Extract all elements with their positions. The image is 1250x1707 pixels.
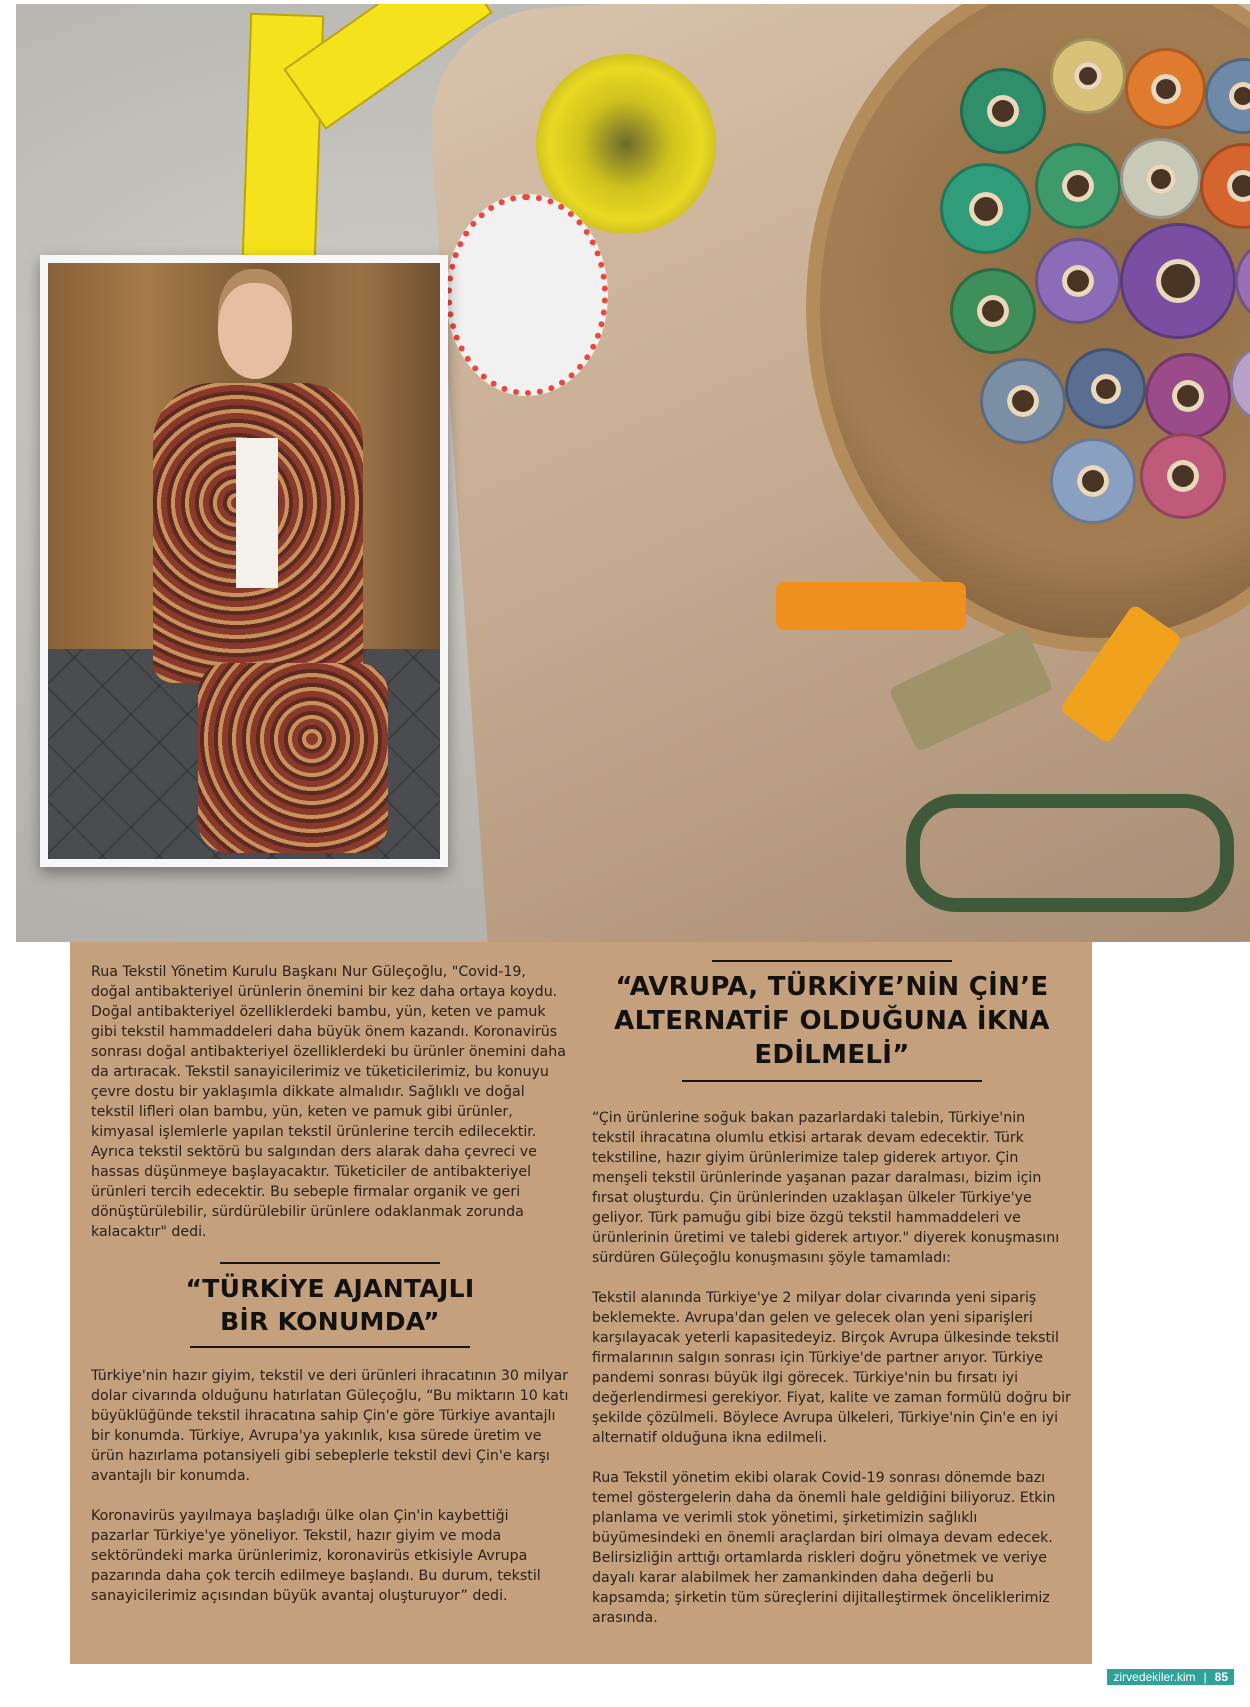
pin-cushion <box>446 194 608 396</box>
body-paragraph-3: “Çin ürünlerine soğuk bakan pazarlardaki talebin, Türkiye'nin tekstil ihracatına olumlu etkisi artarak devam edecektir. Türk tekstiline, hazır giyim ürünlerimize talep giderek artıyor. Çin menşeli tekstil ürünlerinde yaşanan pazar daralması, bizim için fırsat oluşturdu. Çin ürünlerinden uzaklaşan ülkeler Türkiye'ye geliyor. Türk pamuğu gibi bize özgü tekstil hammaddeleri ve ürünlerinin üretimi ve talebi giderek artıyor." diyerek konuşmasını sürdüren Güleçoğlu konuşmasını şöyle tamamladı: <box>592 1110 1060 1266</box>
heading-block-1 <box>91 1262 569 1348</box>
woman-trousers <box>198 663 388 853</box>
body-paragraph-1: Türkiye'nin hazır giyim, tekstil ve deri ürünleri ihracatının 30 milyar dolar civarında olduğunu hatırlatan Güleçoğlu, “Bu miktarın 10 katı büyüklüğünde tekstil ihracatına sahip Çin'e göre Türkiye avantajlı bir konumda. Türkiye, Avrupa'ya yakınlık, kısa sürede üretim ve ürün hazırlama potansiyeli gibi sebeplerle tekstil devi Çin'e karşı avantajlı bir konumda. <box>91 1368 569 1484</box>
article-panel <box>70 942 1092 1664</box>
footer-separator: | <box>1203 1670 1207 1684</box>
left-column <box>91 962 569 1626</box>
portrait-image <box>48 263 440 859</box>
heading-block-2 <box>592 960 1072 1082</box>
intro-paragraph: Rua Tekstil Yönetim Kurulu Başkanı Nur Güleçoğlu, "Covid-19, doğal antibakteriyel ürünlerin önemini bir kez daha ortaya koydu. Doğal antibakteriyel özelliklerdeki bambu, yün, keten ve pamuk gibi tekstil hammaddeleri daha büyük önem kazandı. Koronavirüs sonrası doğal antibakteriyel özelliklerdeki bu ürünler önemini daha da artıracak. Tekstil sanayicilerimiz ve tüketicilerimiz, bu konuyu çevre dostu bir yaklaşımla dikkate almalıdır. Sağlıklı ve doğal tekstil lifleri olan bambu, yün, keten ve pamuk gibi ürünler, kimyasal işlemlerle yapılan tekstil ürünlerine tercih edilecektir. Ayrıca tekstil sektörü bu salgından ders alarak daha çevreci ve hassas düşünmeye başlayacaktır. Tüketiciler de antibakteriyel ürünleri tercih edecektir. Bu sebeple firmalar organik ve geri dönüştürülebilir, sürdürülebilir ürünlere odaklanmak zorunda kalacaktır" dedi. <box>91 964 566 1240</box>
right-column <box>592 960 1072 1648</box>
section-heading-1: “TÜRKİYE AJANTAJLI BİR KONUMDA” <box>185 1274 475 1336</box>
footer-site[interactable]: zirvedekiler.kim <box>1107 1669 1201 1685</box>
page-number: 85 <box>1209 1669 1234 1685</box>
heading-rule-bottom <box>190 1346 470 1348</box>
body-paragraph-5: Rua Tekstil yönetim ekibi olarak Covid-19 sonrası dönemde bazı temel göstergelerin daha da önemli hale geldiğini biliyoruz. Etkin planlama ve verimli stok yönetimi, şirketimizin sağlıklı büyümesindeki en önemli araçlardan biri olmaya devam edecek. Belirsizliğin arttığı ortamlarda riskleri doğru yönetmek ve veriye dayalı karar alabilmek her zamankinden daha değerli bu kapsamda; şirketin tüm süreçlerini dijitalleştirmek önceliklerimiz arasında. <box>592 1470 1056 1626</box>
section-heading-2: “AVRUPA, TÜRKİYE’NİN ÇİN’E ALTERNATİF OLDUĞUNA İKNA EDİLMELİ” <box>614 972 1050 1070</box>
woman-blouse <box>236 438 278 588</box>
page-footer <box>1107 1668 1234 1686</box>
body-paragraph-2: Koronavirüs yayılmaya başladığı ülke olan Çin'in kaybettiği pazarlar Türkiye'ye yöneliyor. Tekstil, hazır giyim ve moda sektöründeki marka ürünlerimiz, koronavirüs etkisiyle Avrupa pazarında daha çok tercih edilmeye başlandı. Bu durum, tekstil sanayicilerimiz açısından büyük avantaj oluşturuyor” dedi. <box>91 1508 541 1604</box>
heading-rule-top <box>220 1262 440 1264</box>
heading-rule-top <box>712 960 952 962</box>
woman-head <box>218 283 292 379</box>
heading-rule-bottom <box>682 1080 982 1082</box>
portrait-photo <box>40 255 448 867</box>
body-paragraph-4: Tekstil alanında Türkiye'ye 2 milyar dolar civarında yeni sipariş beklemekte. Avrupa'dan gelen ve gelecek olan yeni siparişleri karşılayacak yeterli kapasitedeyiz. Birçok Avrupa ülkesinde tekstil firmalarının salgın sonrası için Türkiye'de partner arıyor. Türkiye pandemi sonrası büyük ilgi görecek. Türkiye'nin bu fırsatı iyi değerlendirmesi gerekiyor. Fiyat, kalite ve zaman formülü doğru bir şekilde çözülmeli. Böylece Avrupa ülkeleri, Türkiye'nin Çin'e en iyi alternatif olduğuna ikna edilmeli. <box>592 1290 1071 1446</box>
scissors <box>906 794 1234 912</box>
orange-thread-spool <box>776 582 966 630</box>
